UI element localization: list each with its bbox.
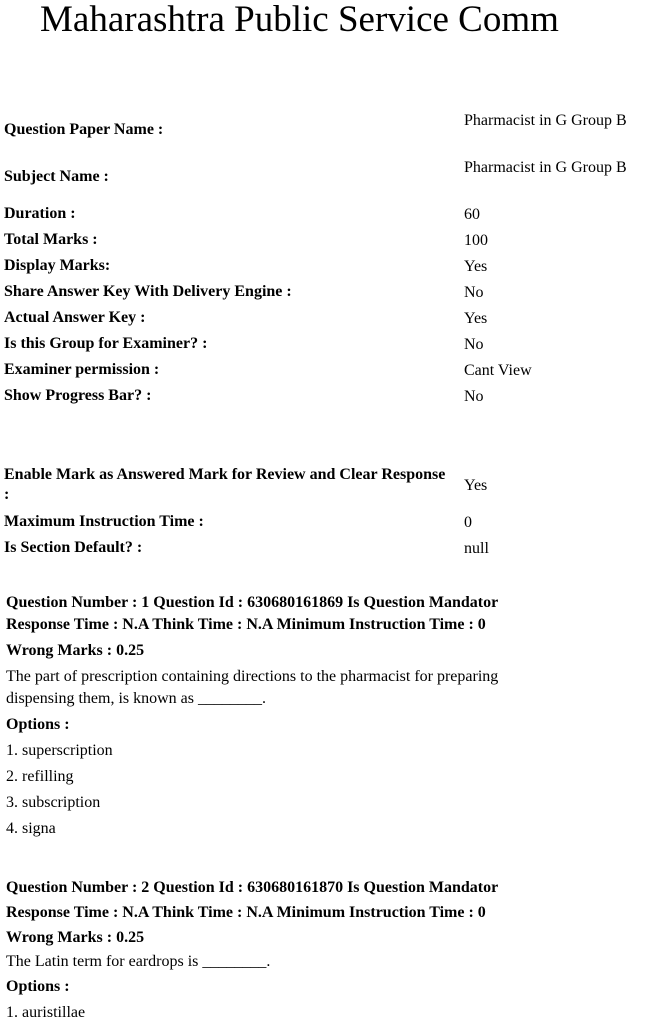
actual-answer-key-value: Yes	[464, 310, 488, 327]
question-timing: Response Time : N.A Think Time : N.A Minimum Instruction Time : 0	[6, 616, 486, 633]
question-header: Question Number : 1 Question Id : 630680161869 Is Question Mandator	[6, 594, 499, 611]
enable-mark-value: Yes	[464, 477, 488, 494]
page-title: Maharashtra Public Service Comm	[40, 0, 559, 40]
display-marks-value: Yes	[464, 258, 488, 275]
actual-answer-key-label: Actual Answer Key :	[4, 309, 146, 326]
share-answer-key-value: No	[464, 284, 484, 301]
options-label: Options :	[6, 716, 70, 733]
wrong-marks: Wrong Marks : 0.25	[6, 929, 145, 946]
question-text: The Latin term for eardrops is ________.	[6, 953, 271, 970]
show-progress-bar-value: No	[464, 388, 484, 405]
question-text-continued: dispensing them, is known as ________.	[6, 690, 266, 707]
display-marks-label: Display Marks:	[4, 257, 111, 274]
option-item: 2. refilling	[6, 768, 74, 785]
question-timing: Response Time : N.A Think Time : N.A Minimum Instruction Time : 0	[6, 904, 486, 921]
question-text: The part of prescription containing directions to the pharmacist for preparing	[6, 668, 499, 685]
option-item: 1. auristillae	[6, 1004, 86, 1021]
duration-label: Duration :	[4, 205, 76, 222]
question-paper-name-label: Question Paper Name :	[4, 121, 164, 138]
subject-name-value: Pharmacist in G Group B	[464, 159, 627, 176]
group-for-examiner-value: No	[464, 336, 484, 353]
wrong-marks: Wrong Marks : 0.25	[6, 642, 145, 659]
max-instruction-time-value: 0	[464, 514, 472, 531]
group-for-examiner-label: Is this Group for Examiner? :	[4, 335, 208, 352]
show-progress-bar-label: Show Progress Bar? :	[4, 387, 152, 404]
option-item: 4. signa	[6, 820, 56, 837]
question-header: Question Number : 2 Question Id : 630680161870 Is Question Mandator	[6, 879, 499, 896]
subject-name-label: Subject Name :	[4, 168, 109, 185]
option-item: 1. superscription	[6, 742, 113, 759]
total-marks-value: 100	[464, 232, 488, 249]
section-default-label: Is Section Default? :	[4, 539, 143, 556]
enable-mark-label: Enable Mark as Answered Mark for Review and Clear Response :	[4, 466, 446, 503]
section-default-value: null	[464, 540, 489, 557]
max-instruction-time-label: Maximum Instruction Time :	[4, 513, 204, 530]
share-answer-key-label: Share Answer Key With Delivery Engine :	[4, 283, 292, 300]
examiner-permission-value: Cant View	[464, 362, 532, 379]
duration-value: 60	[464, 206, 480, 223]
option-item: 3. subscription	[6, 794, 101, 811]
total-marks-label: Total Marks :	[4, 231, 98, 248]
options-label: Options :	[6, 978, 70, 995]
question-paper-name-value: Pharmacist in G Group B	[464, 112, 627, 129]
examiner-permission-label: Examiner permission :	[4, 361, 160, 378]
